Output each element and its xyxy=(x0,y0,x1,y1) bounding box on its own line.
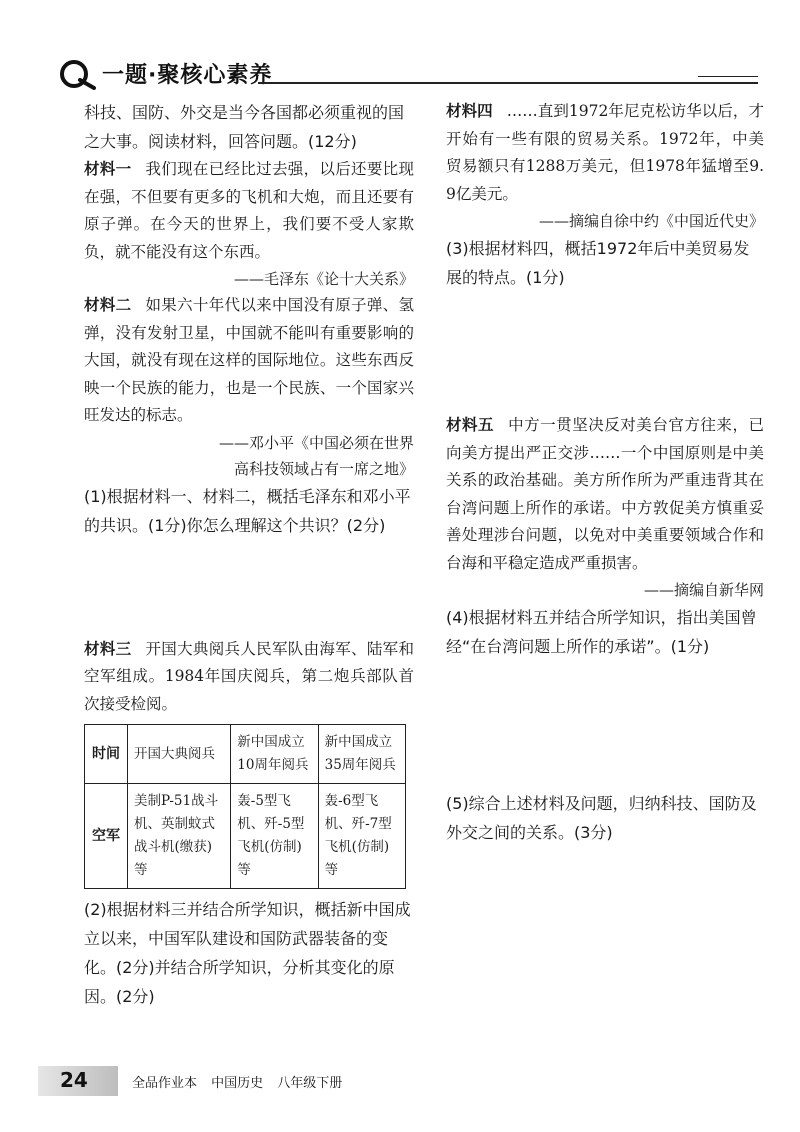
section-title: 一题·聚核心素养 xyxy=(102,63,273,88)
intro-text: 科技、国防、外交是当今各国都必须重视的国之大事。阅读材料，回答问题。(12分) xyxy=(84,103,405,151)
header-rule-thin xyxy=(698,76,758,77)
parade-table xyxy=(84,724,406,889)
material-one-text: 我们现在已经比过去强，以后还要比现在强，不但要有更多的飞机和大炮，而且还要有原子弹。在今天的世界上，我们要不受人家欺负，就不能没有这个东西。 xyxy=(84,160,414,261)
table-header-cell: 开国大典阅兵 xyxy=(128,725,231,784)
material-five-text: 中方一贯坚决反对美台官方往来，已向美方提出严正交涉……一个中国原则是中美关系的政治基础。美方所作所为严重违背其在台湾问题上所作的承诺。中方敦促美方慎重妥善处理涉台问题，以免对中美重要领域合作和台海和平稳定造成严重损害。 xyxy=(446,416,764,572)
table-cell: 空军 xyxy=(85,784,128,889)
question-4: (4)根据材料五并结合所学知识，指出美国曾经“在台湾问题上所作的承诺”。(1分) xyxy=(446,608,757,656)
material-one xyxy=(84,156,414,266)
material-one-label: 材料一 xyxy=(84,160,132,178)
material-two xyxy=(84,292,414,430)
material-three-text: 开国大典阅兵人民军队由海军、陆军和空军组成。1984年国庆阅兵，第二炮兵部队首次接受检阅。 xyxy=(84,639,414,713)
material-four-label: 材料四 xyxy=(446,102,493,120)
material-three xyxy=(84,636,414,719)
header-rule xyxy=(258,82,758,84)
table-row xyxy=(85,784,406,889)
question-2: (2)根据材料三并结合所学知识，概括新中国成立以来，中国军队建设和国防武器装备的变化。(2分)并结合所学知识，分析其变化的原因。(2分) xyxy=(84,900,411,1006)
table-header-cell: 新中国成立35周年阅兵 xyxy=(318,725,405,784)
book-title: 全品作业本 中国历史 八年级下册 xyxy=(132,1076,343,1091)
material-four-source: ——摘编自徐中约《中国近代史》 xyxy=(538,212,764,230)
material-five xyxy=(446,412,764,577)
q-logo-icon xyxy=(58,58,98,90)
table-header-cell: 时间 xyxy=(85,725,128,784)
material-five-label: 材料五 xyxy=(446,416,495,434)
material-four xyxy=(446,98,764,208)
material-one-source: ——毛泽东《论十大关系》 xyxy=(233,270,414,288)
material-three-label: 材料三 xyxy=(84,639,132,658)
page-header xyxy=(58,56,758,92)
material-five-source: ——摘编自新华网 xyxy=(643,581,764,599)
material-two-source-line2: 高科技领域占有一席之地》 xyxy=(233,459,414,478)
answer-space-4 xyxy=(446,661,764,789)
material-two-label: 材料二 xyxy=(84,296,132,314)
page-footer xyxy=(38,1066,778,1096)
table-cell: 美制P-51战斗机、英制蚊式战斗机(缴获)等 xyxy=(128,784,231,889)
page-number: 24 xyxy=(60,1068,88,1092)
question-1: (1)根据材料一、材料二，概括毛泽东和邓小平的共识。(1分)你怎么理解这个共识？(2分) xyxy=(84,486,411,535)
material-four-text: ……直到1972年尼克松访华以后，才开始有一些有限的贸易关系。1972年，中美贸易额只有1288万美元，但1978年猛增至9.9亿美元。 xyxy=(446,102,764,203)
answer-space-3 xyxy=(446,292,764,412)
material-two-text: 如果六十年代以来中国没有原子弹、氢弹，没有发射卫星，中国就不能叫有重要影响的大国，就没有现在这样的国际地位。这些东西反映一个民族的能力，也是一个民族、一个国家兴旺发达的标志。 xyxy=(84,296,414,424)
table-cell: 轰-5型飞机、歼-5型飞机(仿制)等 xyxy=(231,784,318,889)
table-cell: 轰-6型飞机、歼-7型飞机(仿制)等 xyxy=(318,784,405,889)
table-row xyxy=(85,725,406,784)
material-two-source-line1: ——邓小平《中国必须在世界 xyxy=(218,433,414,452)
table-header-cell: 新中国成立10周年阅兵 xyxy=(231,725,318,784)
left-column xyxy=(84,98,414,1011)
question-5: (5)综合上述材料及问题，归纳科技、国防及外交之间的关系。(3分) xyxy=(446,794,757,842)
answer-space-1 xyxy=(84,540,414,636)
question-3: (3)根据材料四，概括1972年后中美贸易发展的特点。(1分) xyxy=(446,239,750,287)
right-column xyxy=(446,98,764,847)
